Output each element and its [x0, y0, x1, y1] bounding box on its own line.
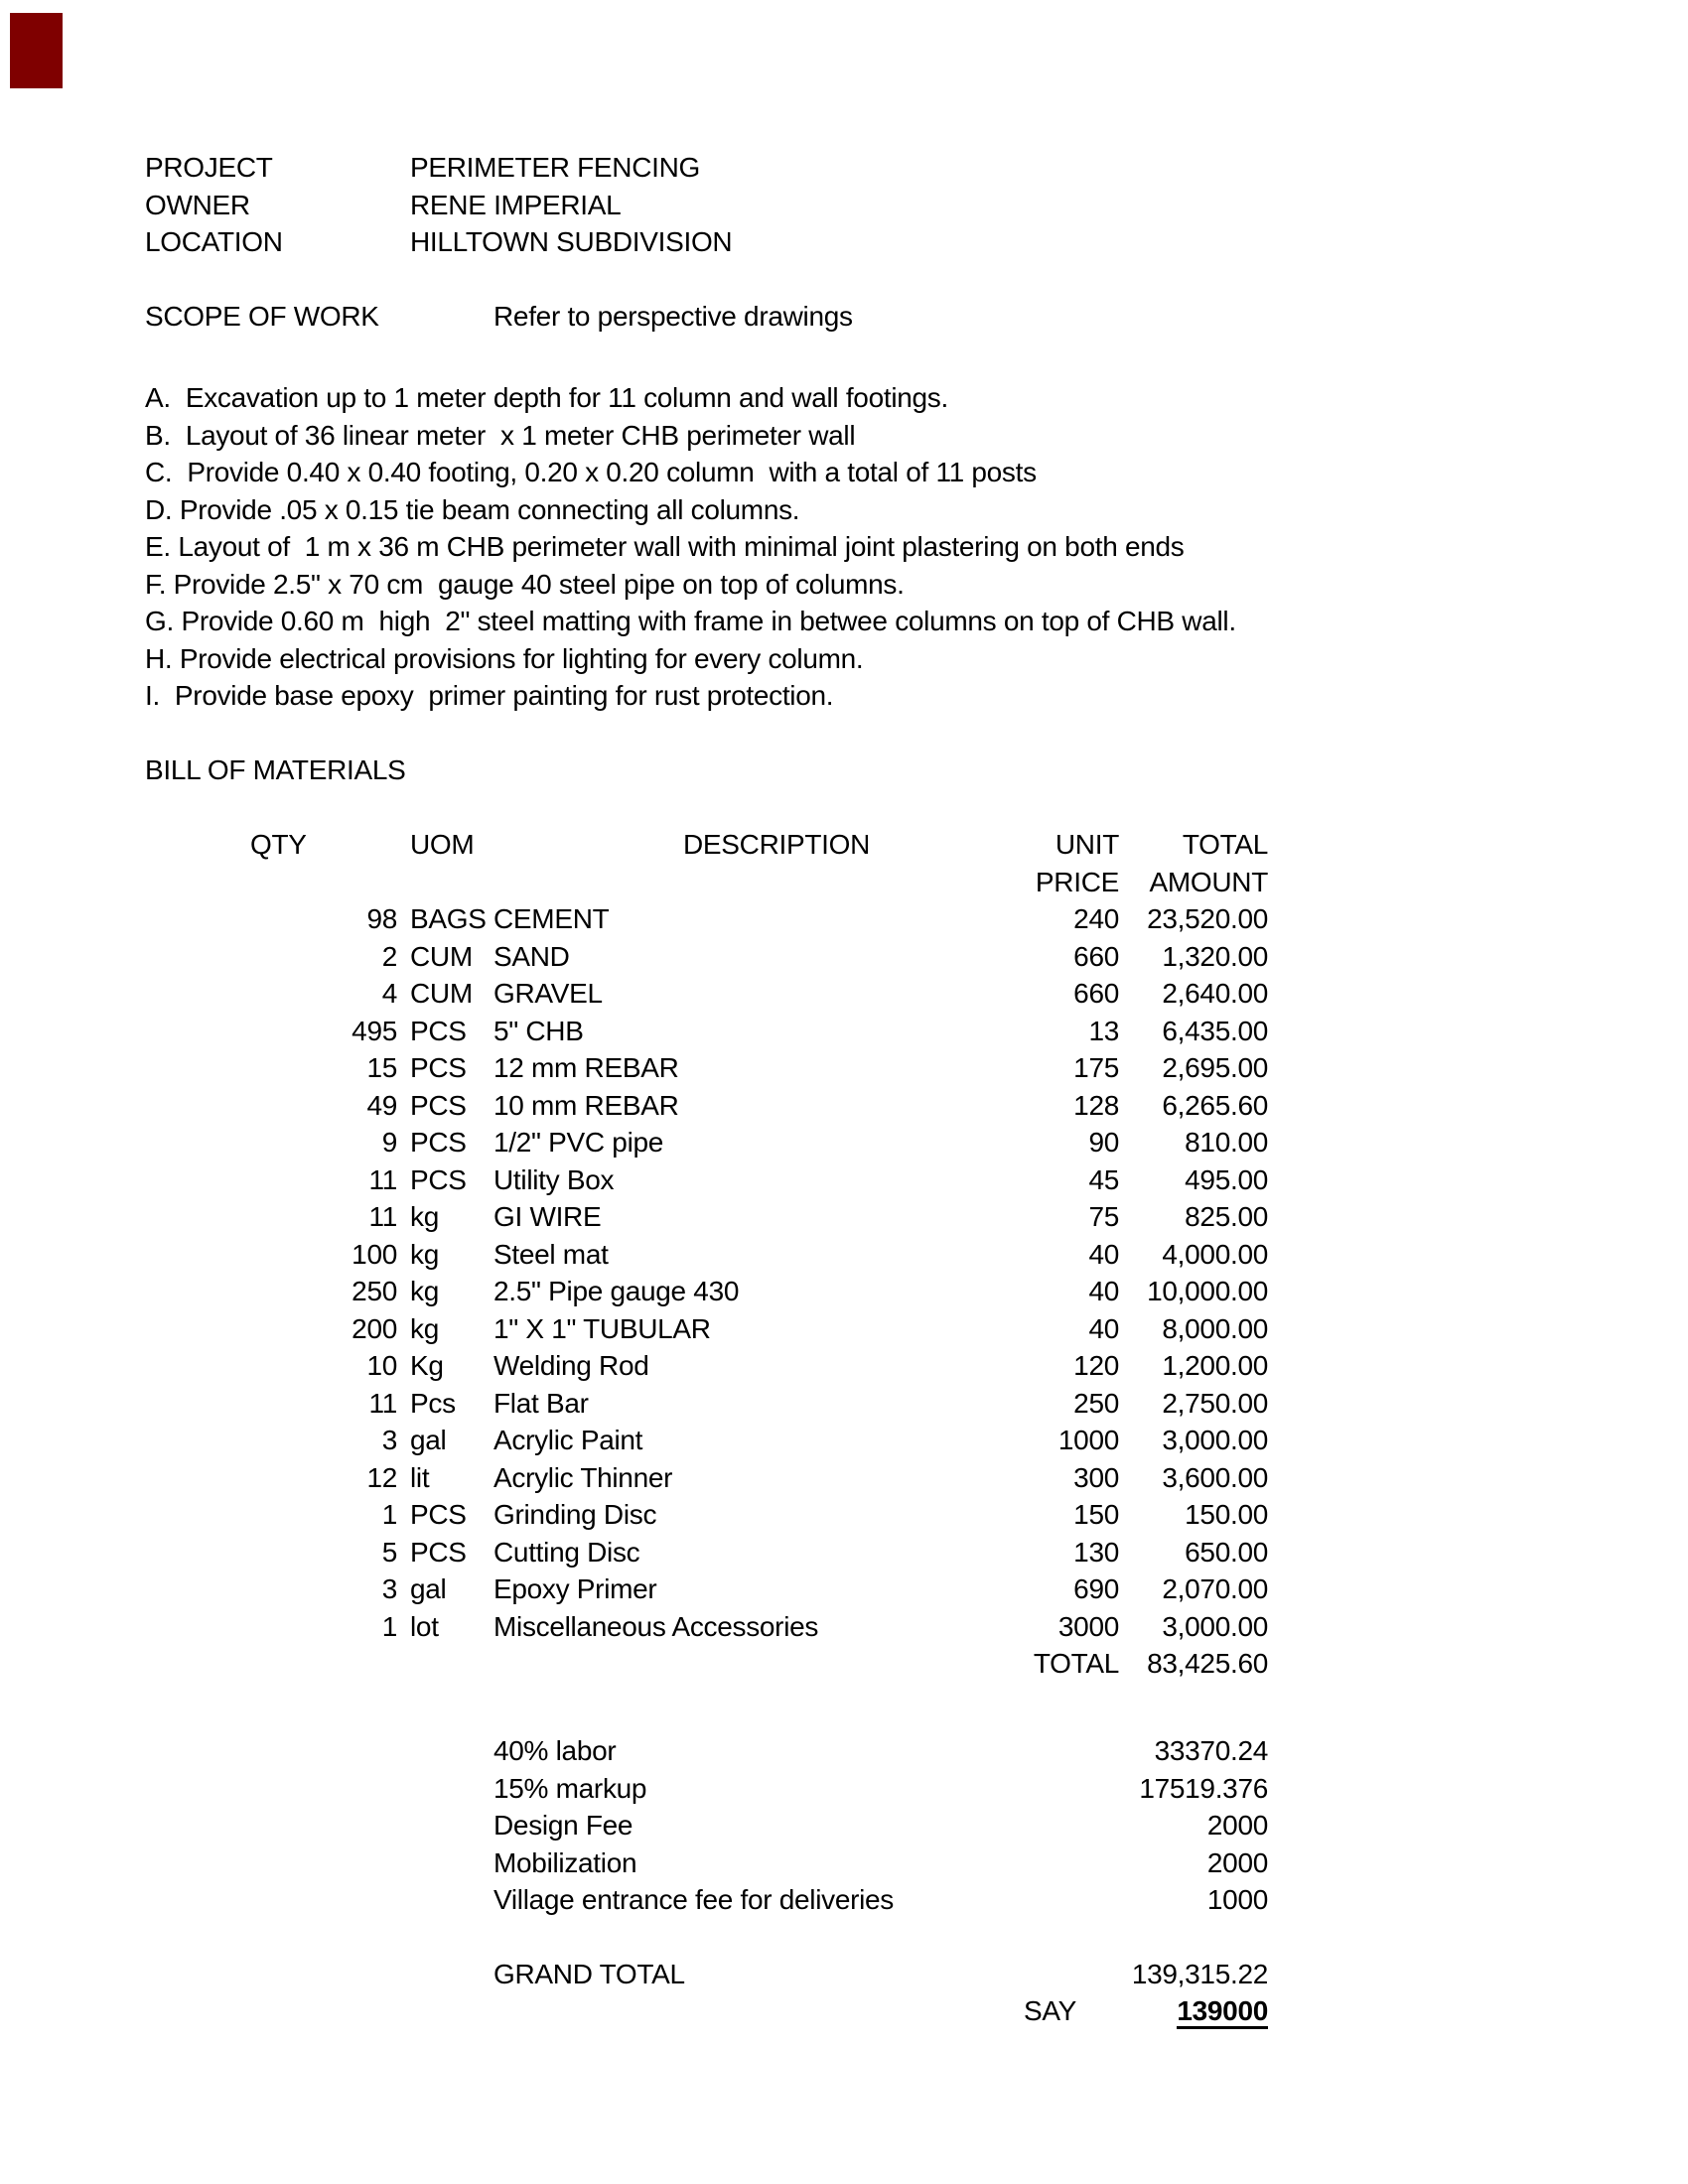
- cell-amount: 810.00: [1185, 1127, 1268, 1158]
- table-row: [0, 1534, 1688, 1571]
- summary-row: [0, 1844, 1688, 1882]
- cell-qty: 495: [352, 1015, 397, 1046]
- cell-uom: CUM: [410, 940, 473, 972]
- table-row: [0, 1013, 1688, 1050]
- summary-label: Village entrance fee for deliveries: [493, 1884, 895, 1915]
- scope-item: D. Provide .05 x 0.15 tie beam connecting all columns.: [145, 493, 800, 525]
- info-row: [145, 149, 732, 187]
- scope-item: G. Provide 0.60 m high 2" steel matting with frame in betwee columns on top of CHB wall.: [145, 606, 1236, 636]
- cell-uom: lot: [410, 1610, 439, 1642]
- table-row: [0, 1459, 1688, 1497]
- cell-description: 1" X 1" TUBULAR: [493, 1312, 711, 1344]
- cell-qty: 1: [381, 1499, 397, 1530]
- scope-item: A. Excavation up to 1 meter depth for 11 column and wall footings.: [145, 382, 948, 413]
- cell-qty: 3: [381, 1425, 397, 1455]
- cell-description: 5" CHB: [493, 1015, 584, 1046]
- cell-uom: CUM: [410, 978, 473, 1009]
- summary-label: 15% markup: [493, 1772, 647, 1804]
- cell-qty: 11: [368, 1163, 397, 1195]
- summary-value: 33370.24: [1154, 1735, 1268, 1766]
- column-header-amount: AMOUNT: [1149, 866, 1268, 897]
- cell-unit-price: 40: [1088, 1276, 1119, 1306]
- cell-unit-price: 660: [1073, 940, 1119, 972]
- table-header-row-1: [0, 826, 1688, 864]
- cell-amount: 825.00: [1185, 1201, 1268, 1232]
- cell-qty: 200: [352, 1312, 397, 1344]
- table-row: [0, 1347, 1688, 1385]
- cell-description: Utility Box: [493, 1163, 615, 1195]
- summary-row: [0, 1732, 1688, 1770]
- cell-unit-price: 13: [1088, 1015, 1119, 1046]
- cell-description: Flat Bar: [493, 1387, 589, 1419]
- cell-amount: 650.00: [1185, 1536, 1268, 1568]
- cell-description: Cutting Disc: [493, 1536, 640, 1568]
- cell-uom: PCS: [410, 1127, 467, 1158]
- cell-uom: kg: [410, 1238, 439, 1270]
- cell-amount: 3,600.00: [1162, 1461, 1268, 1493]
- cell-qty: 2: [381, 940, 397, 972]
- cell-qty: 250: [352, 1276, 397, 1306]
- summary-row: [0, 1807, 1688, 1844]
- info-label: LOCATION: [145, 226, 283, 257]
- cell-amount: 3,000.00: [1162, 1425, 1268, 1455]
- cell-unit-price: 150: [1073, 1499, 1119, 1530]
- scope-item: E. Layout of 1 m x 36 m CHB perimeter wall with minimal joint plastering on both ends: [145, 531, 1185, 562]
- cell-amount: 6,265.60: [1162, 1089, 1268, 1121]
- column-header-description: DESCRIPTION: [683, 829, 871, 860]
- cell-qty: 1: [381, 1610, 397, 1642]
- info-label: PROJECT: [145, 152, 273, 183]
- cell-unit-price: 128: [1073, 1089, 1119, 1121]
- table-row: [0, 1422, 1688, 1459]
- say-label: SAY: [1024, 1995, 1077, 2026]
- cell-description: CEMENT: [493, 903, 610, 934]
- table-row: [0, 1273, 1688, 1310]
- table-header-row-2: [0, 864, 1688, 901]
- cell-amount: 23,520.00: [1147, 903, 1268, 934]
- grand-total-value: 139,315.22: [1131, 1959, 1268, 1989]
- cell-description: Epoxy Primer: [493, 1573, 657, 1604]
- cell-uom: kg: [410, 1201, 439, 1232]
- red-annotation-marker: [10, 13, 63, 88]
- cell-qty: 9: [381, 1127, 397, 1158]
- cell-amount: 1,320.00: [1162, 940, 1268, 972]
- cell-amount: 4,000.00: [1162, 1238, 1268, 1270]
- cell-amount: 1,200.00: [1162, 1350, 1268, 1381]
- cell-uom: Pcs: [410, 1387, 456, 1419]
- summary-value: 2000: [1206, 1810, 1268, 1841]
- cell-unit-price: 40: [1088, 1238, 1119, 1270]
- project-info-block: [145, 149, 732, 261]
- table-row: [0, 1608, 1688, 1646]
- cell-uom: PCS: [410, 1536, 467, 1568]
- say-row: [0, 1992, 1688, 2030]
- info-row: [145, 223, 732, 261]
- cell-amount: 150.00: [1185, 1499, 1268, 1530]
- info-label: OWNER: [145, 189, 250, 220]
- cell-amount: 3,000.00: [1162, 1610, 1268, 1642]
- table-row: [0, 1310, 1688, 1348]
- cell-amount: 8,000.00: [1162, 1312, 1268, 1344]
- cell-description: GI WIRE: [493, 1201, 602, 1232]
- cell-unit-price: 300: [1073, 1461, 1119, 1493]
- cell-description: 2.5" Pipe gauge 430: [493, 1276, 740, 1306]
- total-amount: 83,425.60: [1147, 1648, 1268, 1679]
- cell-unit-price: 240: [1073, 903, 1119, 934]
- cell-description: GRAVEL: [493, 978, 603, 1009]
- table-row: [0, 938, 1688, 976]
- cell-uom: Kg: [410, 1350, 444, 1381]
- cell-uom: lit: [410, 1461, 430, 1493]
- total-label: TOTAL: [1033, 1648, 1119, 1679]
- cell-description: SAND: [493, 940, 570, 972]
- table-row: [0, 1161, 1688, 1199]
- cell-unit-price: 1000: [1057, 1425, 1119, 1455]
- summary-value: 17519.376: [1139, 1772, 1268, 1804]
- cell-unit-price: 130: [1073, 1536, 1119, 1568]
- cell-qty: 15: [366, 1052, 397, 1083]
- scope-item: C. Provide 0.40 x 0.40 footing, 0.20 x 0.20 column with a total of 11 posts: [145, 457, 1037, 487]
- summary-value: 2000: [1206, 1846, 1268, 1878]
- cell-description: Welding Rod: [493, 1350, 649, 1381]
- column-header-price: PRICE: [1035, 866, 1119, 897]
- cell-qty: 10: [366, 1350, 397, 1381]
- table-row: [0, 1124, 1688, 1161]
- summary-label: 40% labor: [493, 1735, 617, 1766]
- info-row: [145, 187, 732, 224]
- cell-unit-price: 175: [1073, 1052, 1119, 1083]
- cell-uom: PCS: [410, 1089, 467, 1121]
- summary-value: 1000: [1206, 1884, 1268, 1915]
- info-value: HILLTOWN SUBDIVISION: [410, 226, 733, 257]
- scope-item: I. Provide base epoxy primer painting for rust protection.: [145, 680, 834, 711]
- cell-description: Miscellaneous Accessories: [493, 1610, 819, 1642]
- column-header-unit: UNIT: [1055, 829, 1119, 860]
- scope-items-list: [145, 379, 1236, 715]
- cell-unit-price: 690: [1073, 1573, 1119, 1604]
- cell-amount: 2,070.00: [1162, 1573, 1268, 1604]
- cell-uom: PCS: [410, 1015, 467, 1046]
- table-body: [0, 900, 1688, 1645]
- cell-amount: 2,640.00: [1162, 978, 1268, 1009]
- cell-amount: 495.00: [1185, 1163, 1268, 1195]
- grand-total-row: [0, 1956, 1688, 1993]
- cell-description: Grinding Disc: [493, 1499, 657, 1530]
- cell-qty: 49: [366, 1089, 397, 1121]
- cell-unit-price: 250: [1073, 1387, 1119, 1419]
- column-header-total: TOTAL: [1182, 829, 1268, 860]
- table-row: [0, 1198, 1688, 1236]
- table-row: [0, 1570, 1688, 1608]
- summary-label: Design Fee: [493, 1810, 633, 1841]
- column-header-qty: QTY: [250, 829, 307, 860]
- cell-amount: 6,435.00: [1162, 1015, 1268, 1046]
- column-header-uom: UOM: [410, 829, 475, 860]
- cell-description: 1/2" PVC pipe: [493, 1127, 664, 1158]
- cell-amount: 2,750.00: [1162, 1387, 1268, 1419]
- cell-description: 12 mm REBAR: [493, 1052, 679, 1083]
- cell-qty: 5: [381, 1536, 397, 1568]
- cell-unit-price: 3000: [1057, 1610, 1119, 1642]
- summary-row: [0, 1881, 1688, 1919]
- bill-of-materials-table: [0, 826, 1688, 1683]
- table-row: [0, 1385, 1688, 1423]
- cell-description: Acrylic Paint: [493, 1425, 643, 1455]
- cell-qty: 11: [368, 1387, 397, 1419]
- table-row: [0, 1496, 1688, 1534]
- table-total-row: [0, 1645, 1688, 1683]
- scope-item: H. Provide electrical provisions for lighting for every column.: [145, 642, 864, 674]
- cell-unit-price: 90: [1088, 1127, 1119, 1158]
- cell-amount: 2,695.00: [1162, 1052, 1268, 1083]
- say-value-wrap: [1069, 1992, 1268, 2030]
- say-value: 139000: [1177, 1995, 1268, 2029]
- scope-item: B. Layout of 36 linear meter x 1 meter CHB perimeter wall: [145, 419, 856, 451]
- summary-block: [0, 1732, 1688, 1919]
- cell-qty: 11: [368, 1201, 397, 1232]
- table-row: [0, 1049, 1688, 1087]
- cell-qty: 3: [381, 1573, 397, 1604]
- cell-qty: 4: [381, 978, 397, 1009]
- grand-total-label: GRAND TOTAL: [493, 1959, 685, 1989]
- cell-qty: 100: [352, 1238, 397, 1270]
- scope-of-work-label: SCOPE OF WORK: [145, 301, 379, 332]
- cell-unit-price: 75: [1088, 1201, 1119, 1232]
- cell-uom: kg: [410, 1312, 439, 1344]
- bill-of-materials-title: BILL OF MATERIALS: [145, 754, 406, 785]
- cell-unit-price: 40: [1088, 1312, 1119, 1344]
- cell-description: Steel mat: [493, 1238, 609, 1270]
- cell-amount: 10,000.00: [1147, 1276, 1268, 1306]
- scope-of-work-value: Refer to perspective drawings: [493, 301, 853, 332]
- cell-qty: 12: [366, 1461, 397, 1493]
- summary-row: [0, 1770, 1688, 1808]
- info-value: RENE IMPERIAL: [410, 189, 622, 220]
- cell-unit-price: 660: [1073, 978, 1119, 1009]
- cell-unit-price: 120: [1073, 1350, 1119, 1381]
- cell-uom: PCS: [410, 1163, 467, 1195]
- cell-uom: gal: [410, 1573, 447, 1604]
- cell-uom: PCS: [410, 1052, 467, 1083]
- cell-unit-price: 45: [1088, 1163, 1119, 1195]
- cell-description: Acrylic Thinner: [493, 1461, 673, 1493]
- scope-of-work-row: [145, 298, 853, 336]
- scope-item: F. Provide 2.5" x 70 cm gauge 40 steel pipe on top of columns.: [145, 568, 905, 600]
- cell-uom: gal: [410, 1425, 447, 1455]
- table-row: [0, 975, 1688, 1013]
- table-row: [0, 900, 1688, 938]
- cell-uom: PCS: [410, 1499, 467, 1530]
- cell-description: 10 mm REBAR: [493, 1089, 679, 1121]
- table-row: [0, 1087, 1688, 1125]
- cell-qty: 98: [366, 903, 397, 934]
- table-row: [0, 1236, 1688, 1274]
- cell-uom: BAGS: [410, 903, 487, 934]
- summary-label: Mobilization: [493, 1846, 637, 1878]
- info-value: PERIMETER FENCING: [410, 152, 701, 183]
- cell-uom: kg: [410, 1276, 439, 1306]
